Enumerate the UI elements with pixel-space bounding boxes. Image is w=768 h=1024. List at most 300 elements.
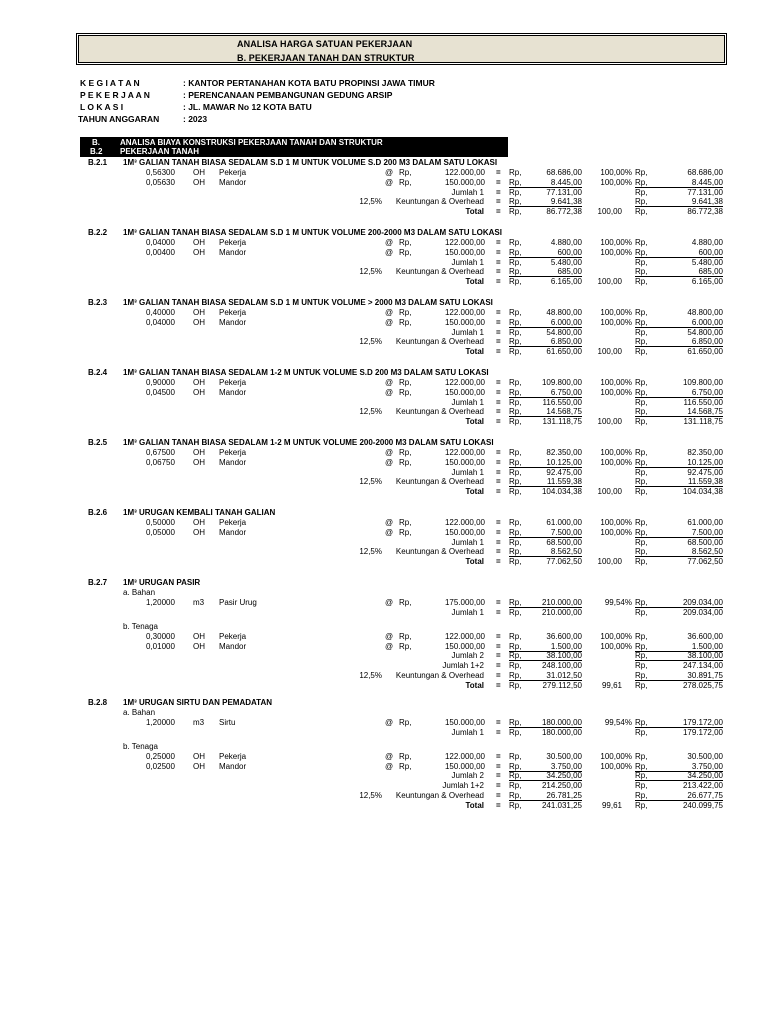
amount: 210.000,00 [541,597,582,607]
unit: m3 [193,717,205,727]
total-label: Total [465,417,484,427]
unit-price: 150.000,00 [444,387,485,397]
unit-price: 150.000,00 [444,247,485,257]
section-code: B.2.1 [88,158,108,167]
jumlah1-label: Jumlah 1 [451,467,484,477]
labor-heading: b. Tenaga [123,741,158,751]
currency-label: Rp, [635,597,648,607]
currency-label: Rp, [635,517,648,527]
currency-label: Rp, [635,800,648,810]
currency-label: Rp, [509,781,522,791]
equals-sign: = [496,207,501,217]
at-sign: @ [385,717,394,727]
percentage: 99,54% [604,597,632,607]
percentage: 100,00% [600,307,632,317]
currency-label: Rp, [509,607,522,617]
currency-label: Rp, [635,661,648,671]
unit-price: 122.000,00 [444,631,485,641]
subtotal-final: 77.131,00 [687,187,723,197]
currency-label: Rp, [509,317,522,327]
currency-label: Rp, [635,651,648,661]
equals-sign: = [496,327,501,337]
subtotal-final: 104.034,38 [682,487,723,497]
equals-sign: = [496,597,501,607]
coefficient: 0,40000 [146,307,175,317]
percentage: 100,00% [600,751,632,761]
currency-label: Rp, [509,347,522,357]
profit-percentage: 12,5% [359,337,382,347]
amount: 10.125,00 [546,457,582,467]
total-percentage: 99,61 [601,800,622,810]
profit-percentage: 12,5% [359,671,382,681]
final-amount: 68.686,00 [687,167,723,177]
coefficient: 0,25000 [146,751,175,761]
info-value-tahun: : 2023 [183,114,208,124]
coefficient: 0,56300 [146,167,175,177]
equals-sign: = [496,177,501,187]
currency-label: Rp, [635,537,648,547]
equals-sign: = [496,727,501,737]
at-sign: @ [385,387,394,397]
currency-label: Rp, [399,167,412,177]
coefficient: 0,30000 [146,631,175,641]
subtotal-final: 30.891,75 [687,671,723,681]
equals-sign: = [496,397,501,407]
unit-price: 175.000,00 [444,597,485,607]
currency-label: Rp, [509,537,522,547]
equals-sign: = [496,477,501,487]
currency-label: Rp, [635,467,648,477]
equals-sign: = [496,467,501,477]
currency-label: Rp, [635,457,648,467]
final-amount: 61.000,00 [687,517,723,527]
currency-label: Rp, [509,237,522,247]
currency-label: Rp, [635,197,648,207]
profit-percentage: 12,5% [359,197,382,207]
currency-label: Rp, [635,167,648,177]
subtotal-amount: 214.250,00 [541,781,582,791]
currency-label: Rp, [509,397,522,407]
currency-label: Rp, [399,761,412,771]
equals-sign: = [496,377,501,387]
section-code: B.2.4 [88,368,108,377]
jumlah1-label: Jumlah 1 [451,727,484,737]
currency-label: Rp, [635,771,648,781]
currency-label: Rp, [399,377,412,387]
section-title: 1M³ GALIAN TANAH BIASA SEDALAM S.D 1 M UNTUK VOLUME 200-2000 M3 DALAM SATU LOKASI [123,228,502,237]
band-text-b: ANALISA BIAYA KONSTRUKSI PEKERJAAN TANAH DAN STRUKTUR [120,138,383,147]
equals-sign: = [496,547,501,557]
title-box [76,33,727,65]
item-name: Mandor [219,641,247,651]
at-sign: @ [385,167,394,177]
subtotal-amount: 61.650,00 [546,347,582,357]
currency-label: Rp, [399,387,412,397]
total-label: Total [465,487,484,497]
item-name: Pekerja [219,447,247,457]
subtotal-final: 116.550,00 [683,397,723,407]
subtotal-amount: 279.112,50 [542,680,582,690]
percentage: 100,00% [600,377,632,387]
subtotal-amount: 210.000,00 [541,607,582,617]
currency-label: Rp, [509,457,522,467]
at-sign: @ [385,377,394,387]
currency-label: Rp, [509,187,522,197]
coefficient: 0,06750 [146,457,175,467]
subtotal-final: 14.568,75 [687,407,723,417]
currency-label: Rp, [635,781,648,791]
currency-label: Rp, [509,417,522,427]
section-header-band [80,137,508,157]
currency-label: Rp, [509,267,522,277]
currency-label: Rp, [635,207,648,217]
final-amount: 209.034,00 [682,597,723,607]
equals-sign: = [496,671,501,681]
subtotal-amount: 5.480,00 [550,257,582,267]
final-amount: 7.500,00 [691,527,723,537]
unit: OH [193,641,205,651]
amount: 600,00 [557,247,582,257]
final-amount: 6.750,00 [691,387,723,397]
unit: OH [193,447,205,457]
section-title: 1M³ URUGAN SIRTU DAN PEMADATAN [123,698,273,707]
unit: OH [193,761,205,771]
currency-label: Rp, [399,631,412,641]
profit-label: Keuntungan & Overhead [395,197,484,207]
at-sign: @ [385,631,394,641]
currency-label: Rp, [509,791,522,801]
jumlah1-label: Jumlah 1 [451,187,484,197]
profit-label: Keuntungan & Overhead [395,791,484,801]
subtotal-final: 685,00 [698,267,723,277]
currency-label: Rp, [509,487,522,497]
equals-sign: = [496,197,501,207]
equals-sign: = [496,407,501,417]
amount: 82.350,00 [546,447,582,457]
currency-label: Rp, [509,207,522,217]
currency-label: Rp, [635,407,648,417]
currency-label: Rp, [635,641,648,651]
item-name: Pekerja [219,751,247,761]
item-name: Pekerja [219,517,247,527]
equals-sign: = [496,641,501,651]
equals-sign: = [496,347,501,357]
final-amount: 10.125,00 [687,457,723,467]
item-name: Mandor [219,317,247,327]
total-label: Total [465,800,484,810]
percentage: 100,00% [600,641,632,651]
currency-label: Rp, [635,487,648,497]
item-name: Pasir Urug [219,597,257,607]
currency-label: Rp, [509,177,522,187]
subtotal-amount: 26.781,25 [546,791,582,801]
subtotal-final: 38.100,00 [687,651,723,661]
unit-price: 122.000,00 [444,517,485,527]
currency-label: Rp, [399,717,412,727]
percentage: 100,00% [600,527,632,537]
info-label-pekerjaan: P E K E R J A A N [80,90,150,100]
at-sign: @ [385,457,394,467]
currency-label: Rp, [399,247,412,257]
jumlah1-label: Jumlah 1 [451,537,484,547]
total-label: Total [465,557,484,567]
final-amount: 82.350,00 [687,447,723,457]
subtotal-final: 8.562,50 [691,547,723,557]
item-name: Pekerja [219,631,247,641]
subtotal-amount: 38.100,00 [546,651,582,661]
equals-sign: = [496,277,501,287]
at-sign: @ [385,517,394,527]
total-label: Total [465,207,484,217]
currency-label: Rp, [509,387,522,397]
subtotal-final: 9.641,38 [691,197,723,207]
currency-label: Rp, [635,607,648,617]
at-sign: @ [385,177,394,187]
subtotal-final: 5.480,00 [691,257,723,267]
equals-sign: = [496,607,501,617]
total-percentage: 100,00 [597,417,622,427]
item-name: Pekerja [219,307,247,317]
currency-label: Rp, [635,671,648,681]
subtotal-final: 240.099,75 [682,800,723,810]
amount: 109.800,00 [541,377,582,387]
final-amount: 36.600,00 [687,631,723,641]
currency-label: Rp, [635,277,648,287]
coefficient: 0,90000 [146,377,175,387]
jumlah1-label: Jumlah 1 [451,327,484,337]
subtotal-amount: 241.031,25 [541,800,582,810]
equals-sign: = [496,771,501,781]
equals-sign: = [496,187,501,197]
coefficient: 0,00400 [146,247,175,257]
item-name: Mandor [219,247,247,257]
jumlah12-label: Jumlah 1+2 [442,781,484,791]
unit-price: 150.000,00 [444,317,485,327]
equals-sign: = [496,557,501,567]
currency-label: Rp, [509,337,522,347]
currency-label: Rp, [509,727,522,737]
currency-label: Rp, [509,641,522,651]
subtotal-amount: 77.131,00 [546,187,582,197]
jumlah1-label: Jumlah 1 [451,397,484,407]
equals-sign: = [496,257,501,267]
currency-label: Rp, [635,177,648,187]
currency-label: Rp, [635,751,648,761]
equals-sign: = [496,487,501,497]
currency-label: Rp, [509,761,522,771]
band-code-b2: B.2 [90,147,103,156]
unit: OH [193,167,205,177]
subtotal-amount: 8.562,50 [550,547,582,557]
currency-label: Rp, [635,417,648,427]
subtotal-final: 68.500,00 [687,537,723,547]
section-title: 1M³ GALIAN TANAH BIASA SEDALAM 1-2 M UNTUK VOLUME S.D 200 M3 DALAM SATU LOKASI [123,368,489,377]
final-amount: 179.172,00 [682,717,723,727]
currency-label: Rp, [399,457,412,467]
total-percentage: 99,61 [601,680,622,690]
currency-label: Rp, [509,167,522,177]
final-amount: 8.445,00 [691,177,723,187]
subtotal-final: 213.422,00 [682,781,723,791]
coefficient: 0,04500 [146,387,175,397]
profit-percentage: 12,5% [359,267,382,277]
equals-sign: = [496,317,501,327]
currency-label: Rp, [635,337,648,347]
percentage: 100,00% [600,177,632,187]
subtotal-amount: 68.500,00 [546,537,582,547]
currency-label: Rp, [509,447,522,457]
currency-label: Rp, [399,317,412,327]
jumlah2-label: Jumlah 2 [451,651,484,661]
section-title: 1M³ URUGAN KEMBALI TANAH GALIAN [123,508,276,517]
info-value-lokasi: : JL. MAWAR No 12 KOTA BATU [183,102,312,112]
section-code: B.2.7 [88,578,108,587]
profit-label: Keuntungan & Overhead [395,671,484,681]
coefficient: 0,02500 [146,761,175,771]
final-amount: 4.880,00 [691,237,723,247]
equals-sign: = [496,661,501,671]
percentage: 100,00% [600,761,632,771]
subtotal-amount: 11.559,38 [547,477,582,487]
section-title: 1M³ URUGAN PASIR [123,578,201,587]
profit-percentage: 12,5% [359,407,382,417]
document-subtitle: B. PEKERJAAN TANAH DAN STRUKTUR [237,53,415,63]
unit: OH [193,631,205,641]
subtotal-final: 247.134,00 [682,661,723,671]
currency-label: Rp, [509,477,522,487]
info-value-kegiatan: : KANTOR PERTANAHAN KOTA BATU PROPINSI JAWA TIMUR [183,78,435,88]
percentage: 100,00% [600,457,632,467]
equals-sign: = [496,237,501,247]
amount: 3.750,00 [550,761,582,771]
subtotal-final: 179.172,00 [682,727,723,737]
currency-label: Rp, [635,237,648,247]
currency-label: Rp, [509,557,522,567]
currency-label: Rp, [509,277,522,287]
currency-label: Rp, [509,517,522,527]
currency-label: Rp, [399,527,412,537]
amount: 8.445,00 [550,177,582,187]
at-sign: @ [385,317,394,327]
percentage: 100,00% [600,447,632,457]
at-sign: @ [385,527,394,537]
currency-label: Rp, [509,407,522,417]
currency-label: Rp, [635,717,648,727]
unit: OH [193,527,205,537]
final-amount: 3.750,00 [691,761,723,771]
subtotal-amount: 248.100,00 [541,661,582,671]
subtotal-amount: 685,00 [557,267,582,277]
subtotal-amount: 104.034,38 [541,487,582,497]
currency-label: Rp, [635,247,648,257]
profit-label: Keuntungan & Overhead [395,547,484,557]
final-amount: 30.500,00 [687,751,723,761]
final-amount: 6.000,00 [691,317,723,327]
equals-sign: = [496,417,501,427]
band-text-b2: PEKERJAAN TANAH [120,147,199,156]
at-sign: @ [385,237,394,247]
unit: OH [193,457,205,467]
info-label-kegiatan: K E G I A T A N [80,78,140,88]
subtotal-final: 34.250,00 [687,771,723,781]
equals-sign: = [496,267,501,277]
total-percentage: 100,00 [597,277,622,287]
percentage: 100,00% [600,247,632,257]
at-sign: @ [385,307,394,317]
profit-percentage: 12,5% [359,791,382,801]
currency-label: Rp, [635,527,648,537]
currency-label: Rp, [509,197,522,207]
currency-label: Rp, [509,680,522,690]
profit-label: Keuntungan & Overhead [395,477,484,487]
item-name: Pekerja [219,237,247,247]
subtotal-final: 209.034,00 [682,607,723,617]
coefficient: 1,20000 [146,597,175,607]
percentage: 99,54% [604,717,632,727]
unit: OH [193,307,205,317]
percentage: 100,00% [600,631,632,641]
subtotal-amount: 77.062,50 [546,557,582,567]
equals-sign: = [496,247,501,257]
profit-percentage: 12,5% [359,547,382,557]
at-sign: @ [385,597,394,607]
unit-price: 150.000,00 [444,527,485,537]
at-sign: @ [385,641,394,651]
section-code: B.2.2 [88,228,108,237]
subtotal-amount: 131.118,75 [542,417,582,427]
equals-sign: = [496,631,501,641]
percentage: 100,00% [600,387,632,397]
subtotal-final: 131.118,75 [683,417,723,427]
final-amount: 1.500,00 [691,641,723,651]
section-code: B.2.5 [88,438,108,447]
amount: 61.000,00 [546,517,582,527]
unit: OH [193,247,205,257]
item-name: Pekerja [219,167,247,177]
coefficient: 0,04000 [146,237,175,247]
equals-sign: = [496,537,501,547]
unit-price: 150.000,00 [444,177,485,187]
amount: 6.750,00 [550,387,582,397]
currency-label: Rp, [509,800,522,810]
equals-sign: = [496,337,501,347]
unit-price: 150.000,00 [444,761,485,771]
currency-label: Rp, [509,527,522,537]
total-percentage: 100,00 [597,207,622,217]
currency-label: Rp, [509,257,522,267]
coefficient: 0,05630 [146,177,175,187]
total-percentage: 100,00 [597,347,622,357]
currency-label: Rp, [399,517,412,527]
percentage: 100,00% [600,237,632,247]
currency-label: Rp, [509,377,522,387]
amount: 6.000,00 [550,317,582,327]
currency-label: Rp, [635,477,648,487]
unit: OH [193,751,205,761]
info-label-tahun: TAHUN ANGGARAN [78,114,160,124]
total-percentage: 100,00 [597,557,622,567]
amount: 48.800,00 [546,307,582,317]
subtotal-amount: 34.250,00 [546,771,582,781]
equals-sign: = [496,651,501,661]
currency-label: Rp, [509,247,522,257]
section-code: B.2.3 [88,298,108,307]
subtotal-amount: 86.772,38 [546,207,582,217]
total-label: Total [465,347,484,357]
subtotal-amount: 6.165,00 [550,277,582,287]
amount: 7.500,00 [550,527,582,537]
total-label: Total [465,277,484,287]
